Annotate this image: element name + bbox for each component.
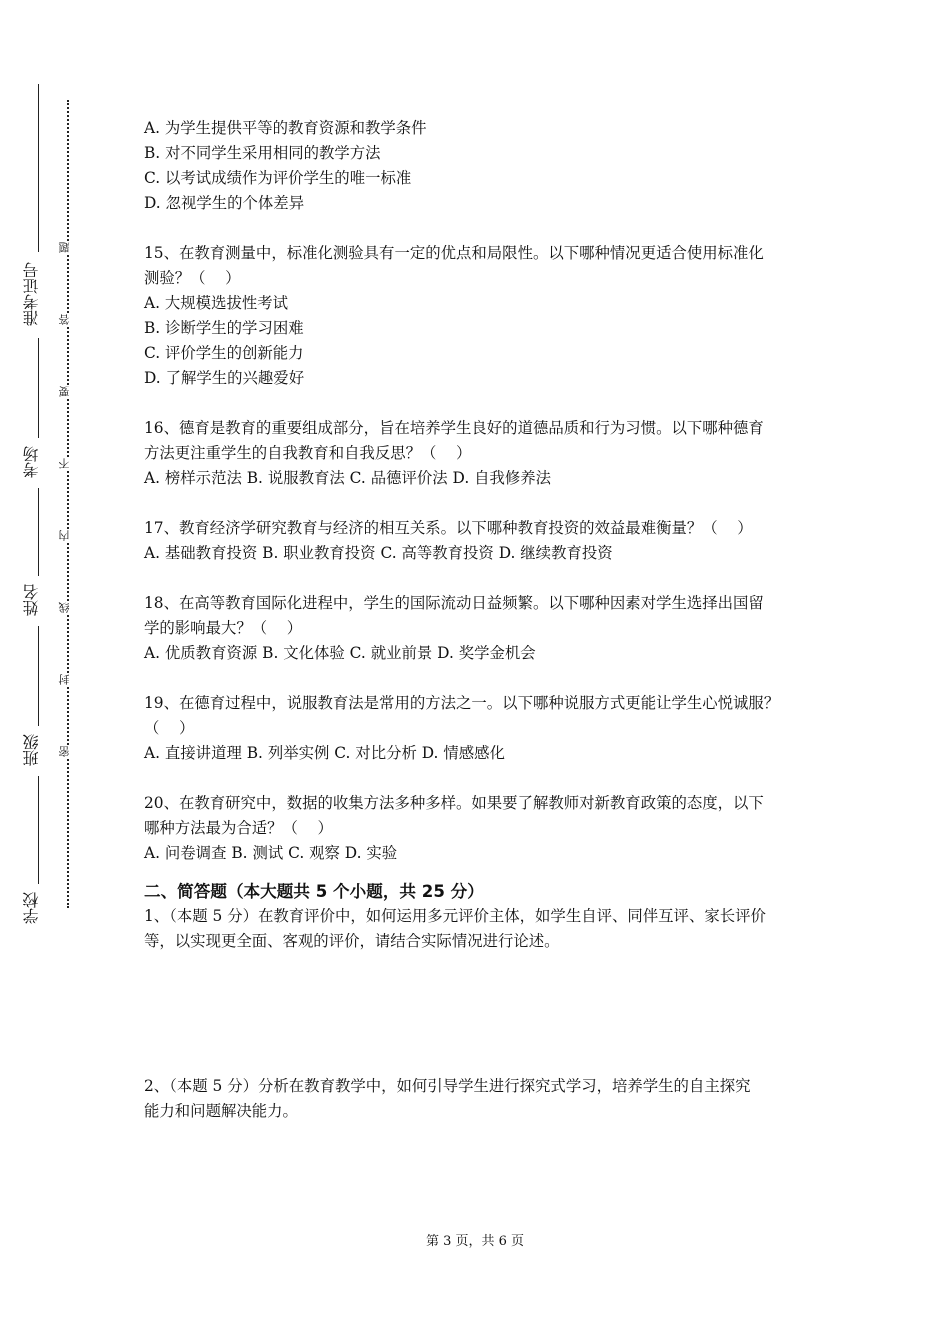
question-18	[144, 591, 816, 666]
option-d: D. 了解学生的兴趣爱好	[144, 369, 305, 387]
question-stem: 19、在德育过程中，说服教育法是常用的方法之一。以下哪种说服方式更能让学生心悦诚服？	[144, 694, 780, 712]
question-14-options	[144, 116, 816, 216]
option-c: C. 评价学生的创新能力	[144, 344, 304, 362]
question-stem: 16、德育是教育的重要组成部分，旨在培养学生良好的道德品质和行为习惯。以下哪种德育	[144, 419, 764, 437]
question-options: A. 问卷调查 B. 测试 C. 观察 D. 实验	[144, 844, 398, 862]
question-stem: 哪种方法最为合适？（ ）	[144, 819, 333, 837]
seal-char: 封	[58, 674, 78, 685]
option-c: C. 以考试成绩作为评价学生的唯一标准	[144, 169, 412, 187]
field-exam-number: 准考证号	[22, 262, 41, 326]
question-20	[144, 791, 816, 866]
option-b: B. 诊断学生的学习困难	[144, 319, 304, 337]
binding-rule	[38, 338, 39, 438]
field-school: 学校	[22, 892, 41, 924]
page-number: 第 3 页，共 6 页	[425, 1234, 525, 1249]
question-stem: 15、在教育测量中，标准化测验具有一定的优点和局限性。以下哪种情况更适合使用标准化	[144, 244, 764, 262]
question-19	[144, 691, 816, 766]
seal-char: 答	[58, 314, 78, 325]
answer-space	[144, 954, 816, 1074]
question-stem: 方法更注重学生的自我教育和自我反思？（ ）	[144, 444, 472, 462]
question-17	[144, 516, 816, 566]
question-16	[144, 416, 816, 491]
question-stem: 测验？（ ）	[144, 269, 241, 287]
question-stem: 18、在高等教育国际化进程中，学生的国际流动日益频繁。以下哪种因素对学生选择出国留	[144, 594, 764, 612]
binding-rule	[38, 84, 39, 252]
seal-char: 要	[58, 386, 78, 397]
question-stem: 1、（本题 5 分）在教育评价中，如何运用多元评价主体，如学生自评、同伴互评、家长评价	[144, 907, 766, 925]
binding-rule	[38, 776, 39, 884]
option-d: D. 忽视学生的个体差异	[144, 194, 305, 212]
seal-line	[67, 100, 69, 908]
option-a: A. 大规模选拔性考试	[144, 294, 289, 312]
question-options: A. 榜样示范法 B. 说服教育法 C. 品德评价法 D. 自我修养法	[144, 469, 552, 487]
seal-char: 内	[58, 530, 78, 541]
question-options: A. 基础教育投资 B. 职业教育投资 C. 高等教育投资 D. 继续教育投资	[144, 544, 613, 562]
question-stem: 17、教育经济学研究教育与经济的相互关系。以下哪种教育投资的效益最难衡量？（ ）	[144, 519, 753, 537]
option-a: A. 为学生提供平等的教育资源和教学条件	[144, 119, 427, 137]
question-stem: 等，以实现更全面、客观的评价，请结合实际情况进行论述。	[144, 932, 560, 950]
question-stem: 学的影响最大？（ ）	[144, 619, 303, 637]
field-exam-room: 考场	[22, 446, 41, 478]
short-answer-2	[144, 1074, 816, 1124]
seal-char: 密	[58, 746, 78, 757]
binding-rule	[38, 488, 39, 576]
question-stem: （ ）	[144, 719, 195, 737]
field-class: 班级	[22, 734, 41, 766]
seal-char: 不	[58, 458, 78, 469]
exam-content	[144, 116, 816, 1124]
short-answer-1	[144, 904, 816, 954]
seal-char: 题	[58, 242, 78, 253]
question-options: A. 优质教育资源 B. 文化体验 C. 就业前景 D. 奖学金机会	[144, 644, 536, 662]
question-stem: 能力和问题解决能力。	[144, 1102, 298, 1120]
option-b: B. 对不同学生采用相同的教学方法	[144, 144, 381, 162]
question-options: A. 直接讲道理 B. 列举实例 C. 对比分析 D. 情感感化	[144, 744, 505, 762]
question-stem: 2、（本题 5 分）分析在教育教学中，如何引导学生进行探究式学习，培养学生的自主探究	[144, 1077, 751, 1095]
seal-char: 线	[58, 602, 78, 613]
section-heading: 二、简答题（本大题共 5 个小题，共 25 分）	[144, 882, 484, 901]
question-stem: 20、在教育研究中，数据的收集方法多种多样。如果要了解教师对新教育政策的态度，以下	[144, 794, 764, 812]
field-name: 姓名	[22, 584, 41, 616]
question-15	[144, 241, 816, 391]
binding-rule	[38, 626, 39, 726]
